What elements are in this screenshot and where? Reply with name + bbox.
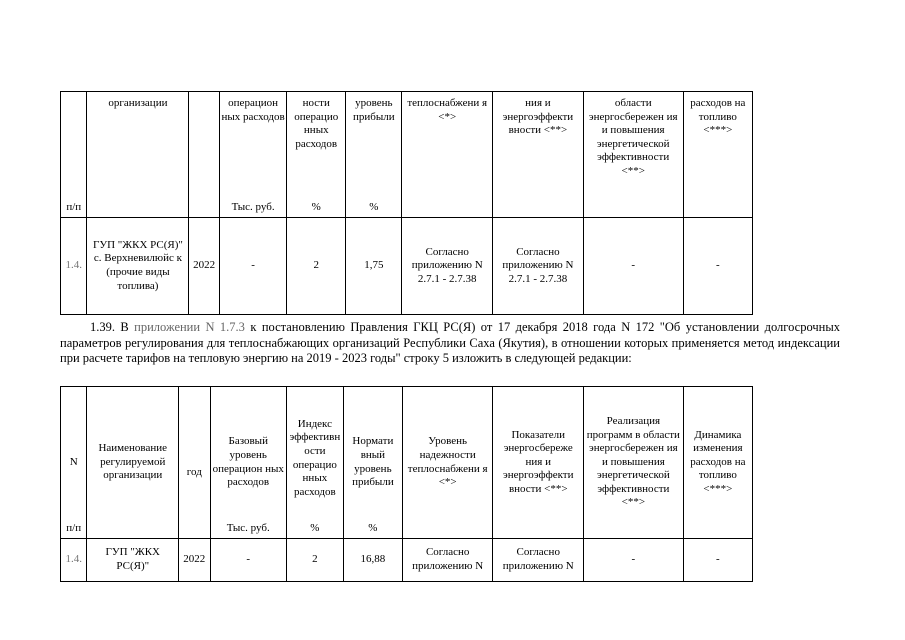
header-num <box>61 92 87 218</box>
header-energy: Показатели энергосбереже ния и энергоэффекти вности <**> <box>493 387 584 539</box>
row-org: ГУП "ЖКХ РС(Я)" с. Верхневилюйс к (прочие виды топлива) <box>87 218 189 315</box>
header-profit <box>343 387 402 539</box>
header-reliability: Уровень надежности теплоснабжени я <*> <box>402 387 493 539</box>
row-reliability: Согласно приложению N <box>402 539 493 582</box>
header-fuel: расходов на топливо <***> <box>683 92 752 218</box>
row-index: 2 <box>286 539 343 582</box>
row-fuel: - <box>683 218 752 315</box>
header-org: организации <box>87 92 189 218</box>
table-row <box>61 539 753 582</box>
row-base: - <box>210 539 286 582</box>
row-reliability: Согласно приложению N 2.7.1 - 2.7.38 <box>402 218 493 315</box>
row-programs: - <box>584 539 684 582</box>
header-base <box>219 92 286 218</box>
header-profit-unit: % <box>368 522 378 535</box>
header-num-unit: п/п <box>66 522 82 535</box>
header-year <box>189 92 220 218</box>
header-year: год <box>179 387 211 539</box>
row-profit: 16,88 <box>343 539 402 582</box>
row-org: ГУП "ЖКХ РС(Я)" <box>87 539 179 582</box>
header-base-text: Базовый уровень операцион ных расходов <box>212 435 284 489</box>
header-num-label: п/п <box>66 201 82 214</box>
header-programs: области энергосбережен ия и повышения энергетической эффективности <**> <box>583 92 683 218</box>
header-profit <box>346 92 402 218</box>
row-programs: - <box>583 218 683 315</box>
header-index <box>286 387 343 539</box>
row-base: - <box>219 218 286 315</box>
header-base-unit: Тыс. руб. <box>226 522 270 535</box>
row-index: 2 <box>287 218 346 315</box>
row-year: 2022 <box>179 539 211 582</box>
header-reliability: теплоснабжени я <*> <box>402 92 493 218</box>
header-org: Наименование регулируемой организации <box>87 387 179 539</box>
table-header-row <box>61 387 753 539</box>
paragraph-start: 1.39. В <box>90 320 135 334</box>
row-profit: 1,75 <box>346 218 402 315</box>
header-index-text: ности операцио нных расходов <box>294 97 339 150</box>
header-profit-text: уровень прибыли <box>353 97 395 123</box>
header-base-unit: Тыс. руб. <box>231 201 275 214</box>
appendix-link[interactable]: приложении N 1.7.3 <box>134 320 245 334</box>
header-energy: ния и энергоэффекти вности <**> <box>493 92 584 218</box>
header-profit-text: Нормати вный уровень прибыли <box>352 435 394 489</box>
paragraph-rest: к постановлению Правления ГКЦ РС(Я) от 17 декабря 2018 года N 172 "Об установлении долгосрочных параметров регулирования для теплоснабжающих организаций Республики Саха (Якутия), в отношении которых применяется метод индексации при расчете тарифов на тепловую энергию на 2019 - 2023 годы" строку 5 изложить в следующей редакции: <box>60 320 841 365</box>
amendment-paragraph <box>60 320 840 367</box>
header-programs: Реализация программ в области энергосбережен ия и повышения энергетической эффективности <**> <box>584 387 684 539</box>
table-new <box>60 386 753 582</box>
table-header-row <box>61 92 753 218</box>
header-profit-unit: % <box>369 201 379 214</box>
header-index-unit: % <box>311 201 321 214</box>
row-num: 1.4. <box>61 218 87 315</box>
header-index-unit: % <box>310 522 320 535</box>
header-base-text: операцион ных расходов <box>221 97 285 123</box>
header-num-text: N <box>69 455 78 468</box>
row-year: 2022 <box>189 218 220 315</box>
header-index <box>287 92 346 218</box>
row-fuel: - <box>683 539 752 582</box>
table-continued <box>60 91 753 315</box>
table-row <box>61 218 753 315</box>
row-energy: Согласно приложению N 2.7.1 - 2.7.38 <box>493 218 584 315</box>
row-num: 1.4. <box>61 539 87 582</box>
header-index-text: Индекс эффективн ости операцио нных расходов <box>289 417 341 498</box>
row-energy: Согласно приложению N <box>493 539 584 582</box>
header-base <box>210 387 286 539</box>
header-fuel: Динамика изменения расходов на топливо <***> <box>683 387 752 539</box>
header-num <box>61 387 87 539</box>
